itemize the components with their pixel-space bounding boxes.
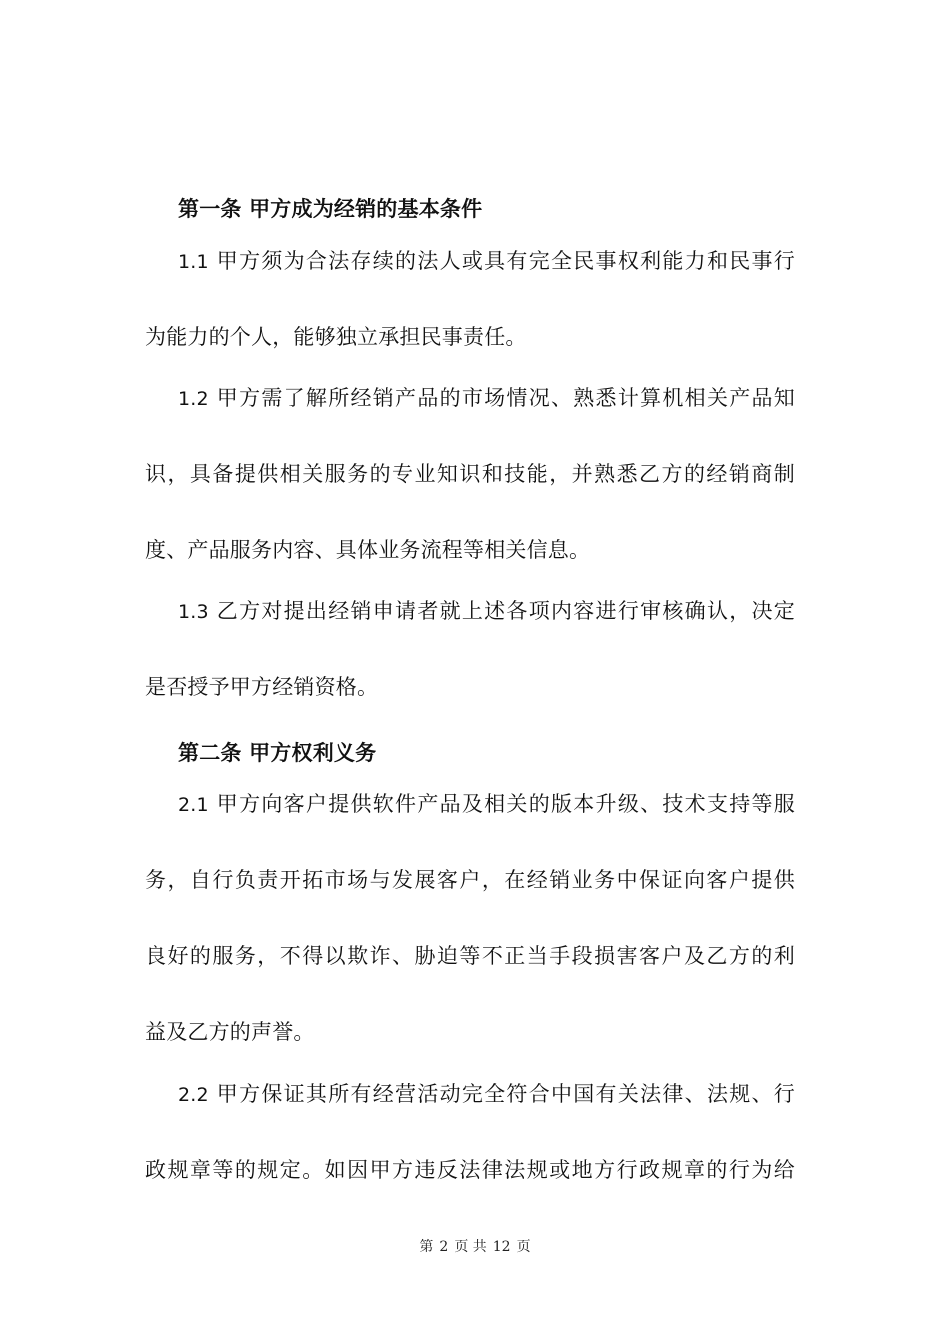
article-2-heading: 第二条 甲方权利义务 — [178, 740, 377, 765]
clause-number: 1.2 — [178, 388, 209, 410]
article-2-2-line-1 — [178, 1079, 795, 1110]
article-2-1-line-3: 良好的服务，不得以欺诈、胁迫等不正当手段损害客户及乙方的利 — [145, 944, 795, 968]
article-1-2-line-2: 识，具备提供相关服务的专业知识和技能，并熟悉乙方的经销商制 — [145, 462, 795, 486]
footer-middle: 页 共 — [454, 1239, 487, 1255]
current-page-number: 2 — [439, 1239, 449, 1255]
article-1-heading: 第一条 甲方成为经销的基本条件 — [178, 196, 483, 221]
clause-number: 2.1 — [178, 794, 209, 816]
clause-number: 2.2 — [178, 1084, 209, 1106]
clause-number: 1.3 — [178, 601, 209, 623]
article-1-2-line-1 — [178, 383, 795, 414]
clause-text: 甲方保证其所有经营活动完全符合中国有关法律、法规、行 — [216, 1082, 795, 1106]
clause-text: 甲方须为合法存续的法人或具有完全民事权利能力和民事行 — [216, 249, 795, 273]
article-2-1-line-4: 益及乙方的声誉。 — [145, 1020, 315, 1044]
clause-text: 乙方对提出经销申请者就上述各项内容进行审核确认，决定 — [216, 599, 795, 623]
article-1-3-line-2: 是否授予甲方经销资格。 — [145, 675, 379, 699]
clause-number: 1.1 — [178, 251, 209, 273]
page-footer — [0, 1237, 950, 1257]
clause-text: 甲方向客户提供软件产品及相关的版本升级、技术支持等服 — [216, 792, 795, 816]
article-1-2-line-3: 度、产品服务内容、具体业务流程等相关信息。 — [145, 538, 591, 562]
clause-text: 甲方需了解所经销产品的市场情况、熟悉计算机相关产品知 — [216, 386, 795, 410]
article-2-1-line-2: 务，自行负责开拓市场与发展客户，在经销业务中保证向客户提供 — [145, 868, 795, 892]
article-1-3-line-1 — [178, 596, 795, 627]
footer-suffix: 页 — [516, 1239, 531, 1255]
article-1-1-line-2: 为能力的个人，能够独立承担民事责任。 — [145, 325, 527, 349]
article-1-1-line-1 — [178, 246, 795, 277]
total-pages-number: 12 — [492, 1239, 511, 1255]
footer-prefix: 第 — [419, 1239, 434, 1255]
article-2-1-line-1 — [178, 789, 795, 820]
article-2-2-line-2: 政规章等的规定。如因甲方违反法律法规或地方行政规章的行为给 — [145, 1158, 795, 1182]
